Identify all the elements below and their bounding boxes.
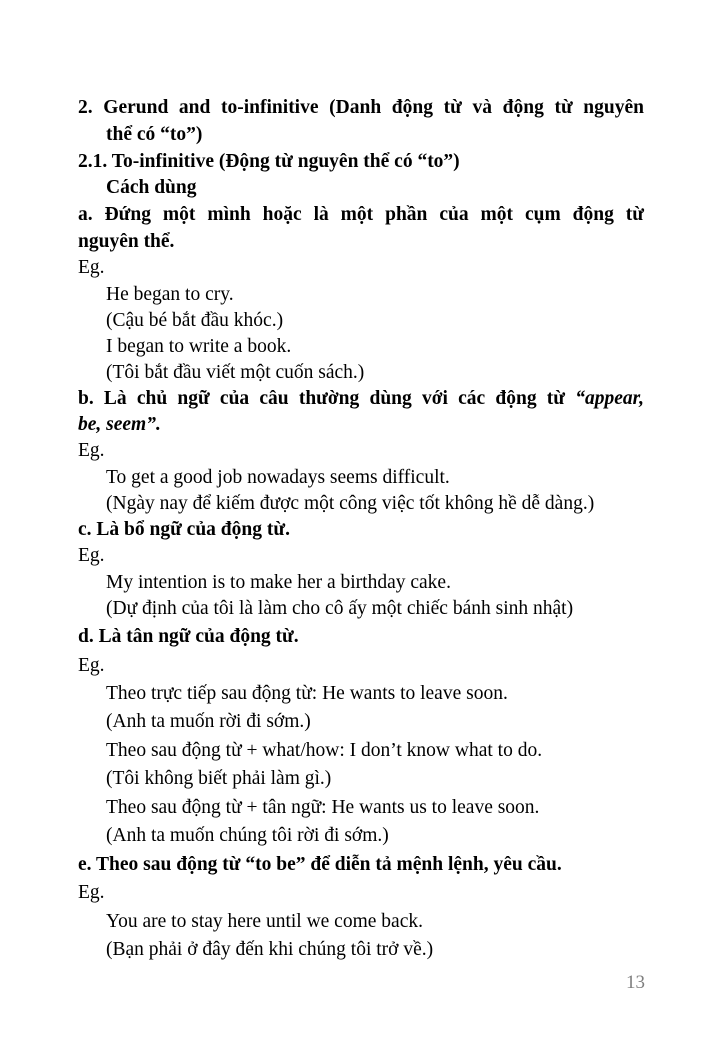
point-a-example-line: I began to write a book. — [106, 336, 292, 357]
point-b-example-line: (Ngày nay để kiếm được một công việc tốt không hề dễ dàng.) — [106, 493, 595, 514]
point-a-eg: Eg. — [78, 257, 105, 278]
point-a-example-line: (Cậu bé bắt đầu khóc.) — [106, 310, 284, 331]
point-b-eg: Eg. — [78, 440, 105, 461]
point-a-title-line1: a. Đứng một mình hoặc là một phần của một cụm động từ — [78, 204, 644, 225]
point-b-title-italic: “appear, — [575, 388, 644, 409]
page-number: 13 — [626, 972, 645, 993]
point-c-example-line: (Dự định của tôi là làm cho cô ấy một chiếc bánh sinh nhật) — [106, 598, 574, 619]
point-e-title: e. Theo sau động từ “to be” để diễn tả mệnh lệnh, yêu cầu. — [78, 854, 562, 875]
point-a-title-line2: nguyên thể. — [78, 231, 175, 252]
point-b-title-line2 — [78, 412, 161, 438]
point-c-eg: Eg. — [78, 545, 105, 566]
point-e-example-line: You are to stay here until we come back. — [106, 911, 423, 932]
point-d-example-line: (Tôi không biết phải làm gì.) — [106, 768, 332, 789]
point-d-example-line: Theo trực tiếp sau động từ: He wants to leave soon. — [106, 683, 508, 704]
point-d-example-line: Theo sau động từ + tân ngữ: He wants us to leave soon. — [106, 797, 540, 818]
point-d-example-line: (Anh ta muốn chúng tôi rời đi sớm.) — [106, 825, 389, 846]
point-c-example-line: My intention is to make her a birthday cake. — [106, 572, 451, 593]
section-2-heading-line2: thể có “to”) — [106, 124, 203, 145]
usage-label: Cách dùng — [106, 177, 197, 198]
point-c-title: c. Là bổ ngữ của động từ. — [78, 519, 290, 540]
point-d-eg: Eg. — [78, 655, 105, 676]
section-2-heading-line1: 2. Gerund and to-infinitive (Danh động từ và động từ nguyên — [78, 97, 644, 118]
point-b-title-line1 — [78, 386, 644, 412]
point-a-example-line: (Tôi bắt đầu viết một cuốn sách.) — [106, 362, 365, 383]
point-b-example-line: To get a good job nowadays seems difficult. — [106, 467, 450, 488]
point-e-eg: Eg. — [78, 882, 105, 903]
point-a-example-line: He began to cry. — [106, 284, 234, 305]
point-d-example-line: (Anh ta muốn rời đi sớm.) — [106, 711, 311, 732]
point-b-title-plain: b. Là chủ ngữ của câu thường dùng với các động từ — [78, 388, 576, 409]
section-2-1-heading: 2.1. To-infinitive (Động từ nguyên thể có “to”) — [78, 151, 460, 172]
point-b-title-italic-2: be, seem”. — [78, 414, 161, 435]
point-d-title: d. Là tân ngữ của động từ. — [78, 626, 299, 647]
point-e-example-line: (Bạn phải ở đây đến khi chúng tôi trở về.) — [106, 939, 434, 960]
point-d-example-line: Theo sau động từ + what/how: I don’t know what to do. — [106, 740, 543, 761]
